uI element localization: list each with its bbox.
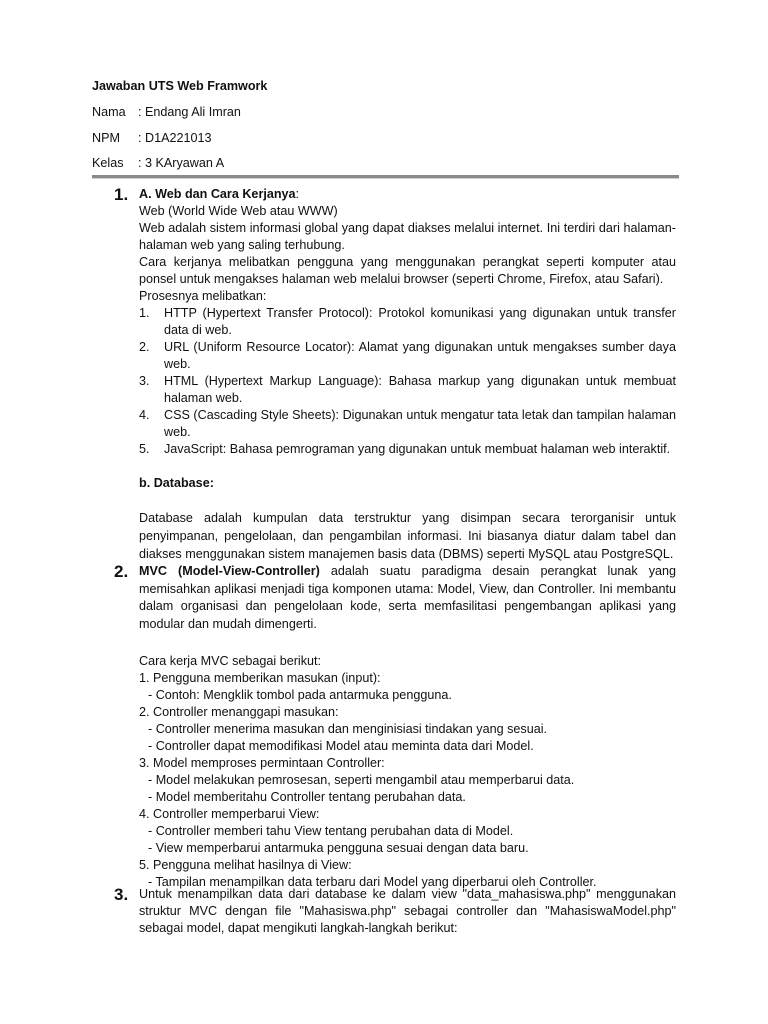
meta-label: Nama xyxy=(92,105,126,119)
list-text: URL (Uniform Resource Locator): Alamat yang digunakan untuk mengakses sumber daya web. xyxy=(164,340,676,371)
header-divider xyxy=(92,175,679,179)
meta-value: : Endang Ali Imran xyxy=(138,105,241,119)
list-item xyxy=(139,305,676,339)
mvc-step: 2. Controller menanggapi masukan: xyxy=(139,705,339,719)
list-text: HTTP (Hypertext Transfer Protocol): Protokol komunikasi yang digunakan untuk transfer data di web. xyxy=(164,306,676,337)
meta-row-kelas xyxy=(92,155,224,172)
question-1-heading xyxy=(139,186,676,203)
mvc-step: 3. Model memproses permintaan Controller: xyxy=(139,756,385,770)
mvc-definition: adalah suatu paradigma desain perangkat lunak yang memisahkan aplikasi menjadi tiga komponen utama: Model, View, dan Controller. Ini membantu dalam organisasi dan pengelolaan kode, serta memfasilitasi pengembangan aplikasi yang modular dan mudah dimengerti. xyxy=(139,564,677,631)
list-number: 5. xyxy=(139,442,150,456)
mvc-steps-title: Cara kerja MVC sebagai berikut: xyxy=(139,654,321,668)
list-item xyxy=(139,339,676,373)
mvc-intro xyxy=(139,563,676,633)
spacer xyxy=(139,633,676,653)
mvc-substep: - Controller menerima masukan dan menginisiasi tindakan yang sesuai. xyxy=(148,722,548,736)
list-number: 4. xyxy=(139,408,150,422)
database-paragraph: Database adalah kumpulan data terstruktur yang disimpan secara terorganisir untuk penyimpanan, pengelolaan, dan pengambilan informasi. Ini biasanya diatur dalam tabel dan diakses menggunakan sistem manajemen basis data (DBMS) seperti MySQL atau PostgreSQL. xyxy=(139,511,676,561)
list-item xyxy=(139,373,676,407)
mvc-step: 4. Controller memperbarui View: xyxy=(139,807,320,821)
document-title: Jawaban UTS Web Framwork xyxy=(92,79,268,93)
question-1-number: 1. xyxy=(114,185,129,204)
mvc-substep: - Controller memberi tahu View tentang perubahan data di Model. xyxy=(148,824,514,838)
list-text: JavaScript: Bahasa pemrograman yang digunakan untuk membuat halaman web interaktif. xyxy=(164,442,671,456)
heading-web: A. Web dan Cara Kerjanya xyxy=(139,187,296,201)
paragraph: Cara kerjanya melibatkan pengguna yang menggunakan perangkat seperti komputer atau ponsel untuk mengakses halaman web melalui browser (seperti Chrome, Firefox, atau Safari). xyxy=(139,255,676,286)
meta-label: Kelas xyxy=(92,156,124,170)
meta-row-npm xyxy=(92,130,212,147)
mvc-step: 5. Pengguna melihat hasilnya di View: xyxy=(139,858,352,872)
list-number: 2. xyxy=(139,340,150,354)
meta-row-nama xyxy=(92,104,241,121)
spacer xyxy=(139,492,676,509)
list-number: 3. xyxy=(139,374,150,388)
meta-value: : 3 KAryawan A xyxy=(138,156,225,170)
database-heading: b. Database: xyxy=(139,476,214,490)
mvc-substep: - Contoh: Mengklik tombol pada antarmuka pengguna. xyxy=(148,688,452,702)
list-number: 1. xyxy=(139,306,150,320)
question-2-number: 2. xyxy=(114,562,129,581)
mvc-step: 1. Pengguna memberikan masukan (input): xyxy=(139,671,381,685)
list-item xyxy=(139,441,676,458)
web-components-list xyxy=(139,305,676,458)
mvc-substep: - Tampilan menampilkan data terbaru dari Model yang diperbarui oleh Controller. xyxy=(148,875,597,889)
question-1-answer xyxy=(139,186,676,563)
list-text: HTML (Hypertext Markup Language): Bahasa markup yang digunakan untuk membuat halaman web. xyxy=(164,374,676,405)
question-3-answer xyxy=(139,886,676,937)
paragraph: Web (World Wide Web atau WWW) xyxy=(139,204,338,218)
question-3-number: 3. xyxy=(114,885,129,904)
question-3-paragraph: Untuk menampilkan data dari database ke dalam view "data_mahasiswa.php" menggunakan struktur MVC dengan file "Mahasiswa.php" sebagai controller dan "MahasiswaModel.php" sebagai model, dapat mengikuti langkah-langkah berikut: xyxy=(139,887,676,935)
list-text: CSS (Cascading Style Sheets): Digunakan untuk mengatur tata letak dan tampilan halaman web. xyxy=(164,408,676,439)
question-2-answer xyxy=(139,563,676,891)
mvc-substep: - Model memberitahu Controller tentang perubahan data. xyxy=(148,790,466,804)
list-item xyxy=(139,407,676,441)
mvc-substep: - Controller dapat memodifikasi Model atau meminta data dari Model. xyxy=(148,739,534,753)
mvc-substep: - View memperbarui antarmuka pengguna sesuai dengan data baru. xyxy=(148,841,529,855)
spacer xyxy=(139,458,676,475)
paragraph: Web adalah sistem informasi global yang dapat diakses melalui internet. Ini terdiri dari halaman-halaman web yang saling terhubung. xyxy=(139,221,676,252)
meta-label: NPM xyxy=(92,131,120,145)
mvc-substep: - Model melakukan pemrosesan, seperti mengambil atau memperbarui data. xyxy=(148,773,575,787)
meta-value: : D1A221013 xyxy=(138,131,212,145)
heading-colon: : xyxy=(295,187,300,201)
mvc-term: MVC (Model-View-Controller) xyxy=(139,564,320,578)
paragraph: Prosesnya melibatkan: xyxy=(139,289,267,303)
